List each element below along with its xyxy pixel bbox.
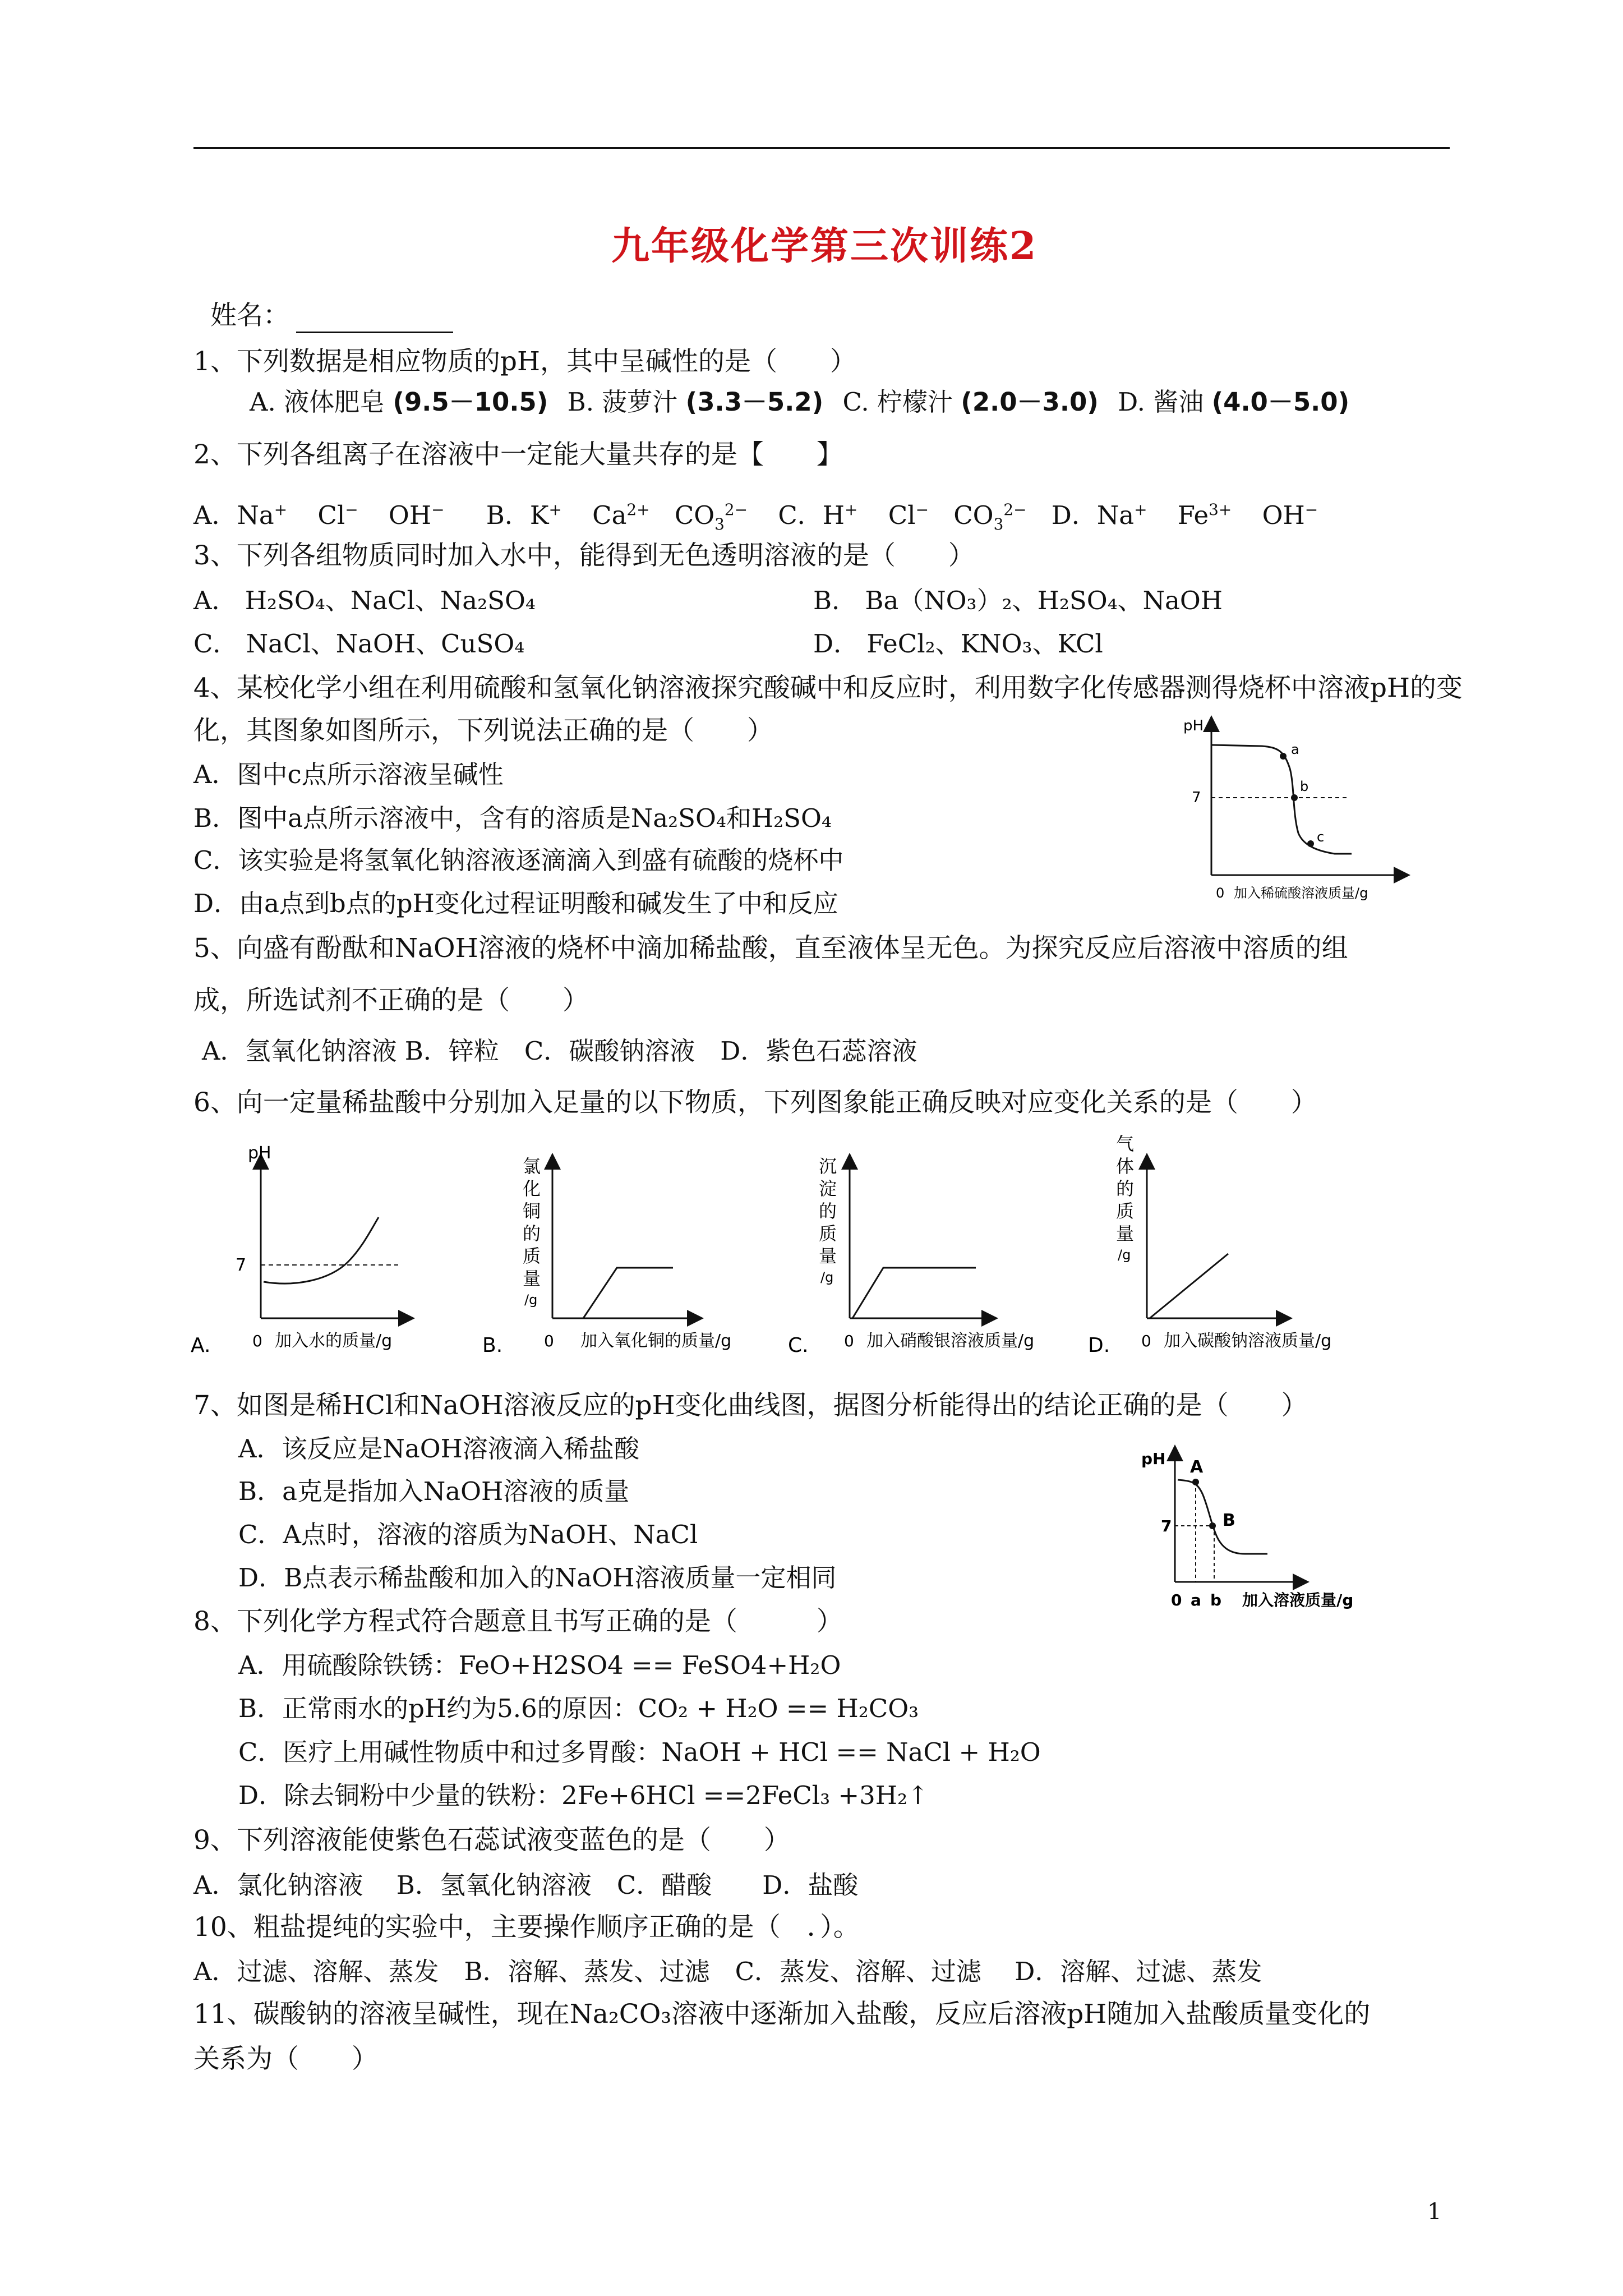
q6-graph-a xyxy=(191,1143,407,1357)
q3-option-b: B． Ba（NO₃）₂、H₂SO₄、NaOH xyxy=(813,586,1223,615)
name-blank xyxy=(296,310,453,333)
q4-option-a: A．图中c点所示溶液呈碱性 xyxy=(193,760,504,789)
svg-text:A: A xyxy=(1190,1457,1204,1477)
svg-text:量: 量 xyxy=(1116,1223,1135,1244)
q4-ylabel: pH xyxy=(1183,717,1204,734)
q3-option-d: D． FeCl₂、KNO₃、KCl xyxy=(813,629,1103,659)
svg-text:pH: pH xyxy=(1141,1450,1166,1468)
svg-text:的: 的 xyxy=(1116,1178,1135,1199)
svg-text:沉: 沉 xyxy=(819,1156,837,1177)
svg-text:a: a xyxy=(1191,1591,1201,1609)
svg-text:0: 0 xyxy=(1141,1332,1151,1350)
q9-options: A．氯化钠溶液 B．氢氧化钠溶液 C．醋酸 D．盐酸 xyxy=(193,1870,859,1900)
question-10: 10、粗盐提纯的实验中，主要操作顺序正确的是（ ．）。 xyxy=(193,1912,860,1943)
q3-option-c: C． NaCl、NaOH、CuSO₄ xyxy=(193,629,525,659)
svg-text:b: b xyxy=(1300,779,1309,794)
svg-text:淀: 淀 xyxy=(819,1178,837,1199)
q4-xlabel: 加入稀硫酸溶液质量/g xyxy=(1234,885,1368,901)
q2-option-c: C．H+ Cl− $CO_3^{2-}$ xyxy=(778,500,1027,533)
q8-option-d: D．除去铜粉中少量的铁粉：2Fe+6HCl ==2FeCl₃ +3H₂↑ xyxy=(238,1780,929,1810)
svg-text:质: 质 xyxy=(1116,1200,1135,1222)
q8-option-c: C．医疗上用碱性物质中和过多胃酸：NaOH + HCl == NaCl + H₂O xyxy=(238,1737,1041,1767)
q2-option-d: D．Na+ $Fe^{3+}$ OH− xyxy=(1051,500,1318,530)
svg-text:质: 质 xyxy=(819,1223,837,1244)
svg-text:C.: C. xyxy=(788,1334,809,1357)
svg-text:0: 0 xyxy=(252,1332,262,1350)
svg-text:c: c xyxy=(1317,829,1325,845)
q8-option-b: B．正常雨水的pH约为5.6的原因：CO₂ + H₂O == H₂CO₃ xyxy=(238,1694,919,1723)
question-4-line-2: 化，其图象如图所示，下列说法正确的是（ ） xyxy=(193,715,773,746)
name-field xyxy=(210,298,453,333)
svg-text:B.: B. xyxy=(482,1334,503,1357)
svg-text:pH: pH xyxy=(248,1143,271,1163)
q4-point-c xyxy=(1307,840,1314,847)
svg-text:加入溶液质量/g: 加入溶液质量/g xyxy=(1242,1591,1354,1609)
svg-text:/g: /g xyxy=(524,1292,538,1308)
svg-text:量: 量 xyxy=(819,1245,837,1267)
question-2: 2、下列各组离子在溶液中一定能大量共存的是【 】 xyxy=(193,439,843,470)
svg-text:体: 体 xyxy=(1116,1156,1135,1177)
question-2-options xyxy=(193,493,1318,542)
question-7: 7、如图是稀HCl和NaOH溶液反应的pH变化曲线图，据图分析能得出的结论正确的是（ ） xyxy=(193,1390,1308,1421)
q8-option-a: A．用硫酸除铁锈：FeO+H2SO4 == FeSO4+H₂O xyxy=(238,1650,841,1680)
q6-graph-b xyxy=(482,1156,731,1357)
question-6: 6、向一定量稀盐酸中分别加入足量的以下物质，下列图象能正确反映对应变化关系的是（ ） xyxy=(193,1087,1317,1118)
question-1: 1、下列数据是相应物质的pH，其中呈碱性的是（ ） xyxy=(193,346,856,377)
svg-text:a: a xyxy=(1291,742,1299,757)
question-4-line-1: 4、某校化学小组在利用硫酸和氢氧化钠溶液探究酸碱中和反应时，利用数字化传感器测得烧杯中溶液pH的变 xyxy=(193,673,1463,703)
q4-ytick-7: 7 xyxy=(1192,789,1201,806)
q4-point-b xyxy=(1291,794,1298,801)
q4-option-c: C．该实验是将氢氧化钠溶液逐滴滴入到盛有硫酸的烧杯中 xyxy=(193,845,844,875)
svg-text:7: 7 xyxy=(236,1255,247,1275)
q3-option-a: A． H₂SO₄、NaCl、Na₂SO₄ xyxy=(193,586,536,615)
q7-point-a xyxy=(1192,1479,1199,1485)
q7-option-c: C．A点时，溶液的溶质为NaOH、NaCl xyxy=(238,1520,698,1549)
q7-option-b: B．a克是指加入NaOH溶液的质量 xyxy=(238,1476,630,1506)
svg-text:加入氧化铜的质量/g: 加入氧化铜的质量/g xyxy=(580,1331,732,1351)
q7-ph-graph xyxy=(1133,1442,1396,1616)
svg-text:7: 7 xyxy=(1161,1517,1172,1535)
q4-ph-graph xyxy=(1166,707,1419,909)
svg-text:氯: 氯 xyxy=(523,1156,541,1177)
svg-text:化: 化 xyxy=(523,1178,541,1199)
q4-origin: 0 xyxy=(1216,885,1225,901)
svg-text:量: 量 xyxy=(523,1268,541,1289)
q2-option-b: B．K+ $Ca^{2+}$ $CO_3^{2-}$ xyxy=(486,500,748,533)
question-5-line-1: 5、向盛有酚酞和NaOH溶液的烧杯中滴加稀盐酸，直至液体呈无色。为探究反应后溶液中溶质的组 xyxy=(193,933,1348,964)
svg-text:的: 的 xyxy=(523,1223,541,1244)
svg-text:A.: A. xyxy=(191,1334,211,1357)
question-8: 8、下列化学方程式符合题意且书写正确的是（ ） xyxy=(193,1606,843,1637)
svg-text:0: 0 xyxy=(844,1332,854,1350)
question-11-line-1: 11、碳酸钠的溶液呈碱性，现在Na₂CO₃溶液中逐渐加入盐酸，反应后溶液pH随加入盐酸质量变化的 xyxy=(193,1999,1371,2030)
q7-option-a: A．该反应是NaOH溶液滴入稀盐酸 xyxy=(238,1434,639,1464)
svg-text:铜: 铜 xyxy=(523,1200,541,1222)
svg-text:0: 0 xyxy=(544,1332,554,1350)
q4-option-b: B．图中a点所示溶液中，含有的溶质是Na₂SO₄和H₂SO₄ xyxy=(193,803,832,833)
svg-text:B: B xyxy=(1223,1511,1235,1530)
svg-text:加入碳酸钠溶液质量/g: 加入碳酸钠溶液质量/g xyxy=(1164,1331,1332,1351)
svg-text:D.: D. xyxy=(1088,1334,1110,1357)
q2-option-a: A．Na+ Cl− OH− xyxy=(193,500,445,530)
name-label: 姓名： xyxy=(210,300,289,331)
page-number: 1 xyxy=(1427,2199,1442,2225)
svg-text:b: b xyxy=(1210,1591,1222,1609)
q4-option-d: D．由a点到b点的pH变化过程证明酸和碱发生了中和反应 xyxy=(193,889,838,918)
q4-curve xyxy=(1211,745,1352,854)
header-rule xyxy=(193,147,1450,149)
page-title: 九年级化学第三次训练2 xyxy=(611,224,1038,269)
q4-point-a xyxy=(1280,753,1287,760)
svg-text:的: 的 xyxy=(819,1200,837,1222)
svg-text:/g: /g xyxy=(820,1269,834,1285)
svg-text:质: 质 xyxy=(523,1245,541,1267)
svg-text:加入硝酸银溶液质量/g: 加入硝酸银溶液质量/g xyxy=(866,1331,1035,1351)
question-3: 3、下列各组物质同时加入水中，能得到无色透明溶液的是（ ） xyxy=(193,540,975,571)
question-11-line-2: 关系为（ ） xyxy=(193,2044,378,2074)
q7-point-b xyxy=(1209,1522,1216,1529)
q6-graph-d xyxy=(1088,1133,1331,1357)
q5-options: A．氢氧化钠溶液 B．锌粒 C．碳酸钠溶液 D．紫色石蕊溶液 xyxy=(202,1036,917,1066)
question-1-options: A. 液体肥皂 (9.5－10.5) B. 菠萝汁 (3.3－5.2) C. 柠檬汁 (2.0－3.0) D. 酱油 (4.0－5.0) xyxy=(250,387,1350,417)
svg-text:加入水的质量/g: 加入水的质量/g xyxy=(275,1331,393,1351)
q7-option-d: D．B点表示稀盐酸和加入的NaOH溶液质量一定相同 xyxy=(238,1563,837,1593)
q6-graph-c xyxy=(788,1156,1034,1357)
question-5-line-2: 成，所选试剂不正确的是（ ） xyxy=(193,985,589,1016)
question-9: 9、下列溶液能使紫色石蕊试液变蓝色的是（ ） xyxy=(193,1825,790,1856)
svg-text:/g: /g xyxy=(1118,1247,1131,1263)
svg-text:气: 气 xyxy=(1116,1133,1135,1154)
svg-text:0: 0 xyxy=(1171,1591,1182,1609)
q10-options: A．过滤、溶解、蒸发 B．溶解、蒸发、过滤 C．蒸发、溶解、过滤 D．溶解、过滤、蒸发 xyxy=(193,1957,1262,1986)
q6-graphs xyxy=(185,1133,1447,1369)
